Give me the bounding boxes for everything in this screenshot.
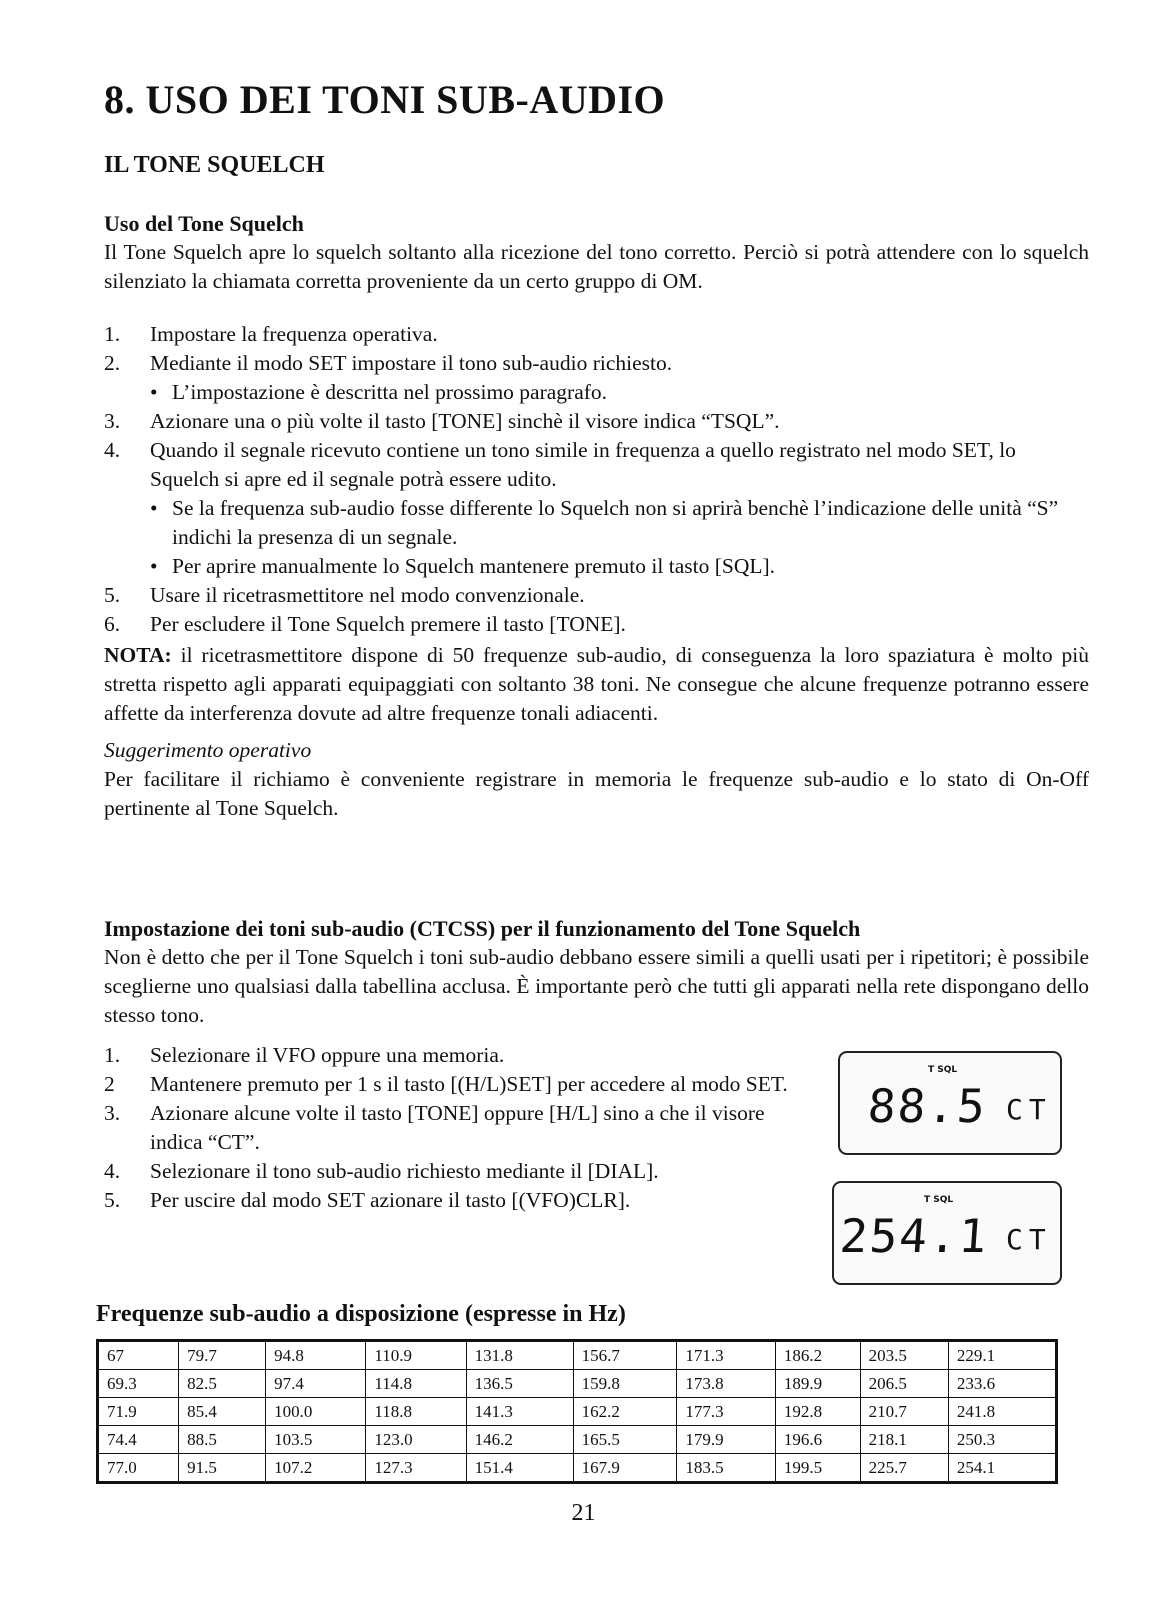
table-cell: 151.4 (466, 1454, 573, 1483)
step-number: 1. (104, 1043, 121, 1067)
table-cell: 173.8 (677, 1370, 776, 1398)
setting-step (104, 1041, 804, 1070)
step-text: Azionare una o più volte il tasto [TONE] sinchè il visore indica “TSQL”. (150, 409, 780, 433)
table-cell: 114.8 (366, 1370, 466, 1398)
step-bullet: • Per aprire manualmente lo Squelch mantenere premuto il tasto [SQL]. (150, 554, 776, 578)
table-cell: 118.8 (366, 1398, 466, 1426)
setting-step (104, 1186, 804, 1215)
table-cell: 179.9 (677, 1426, 776, 1454)
step-bullet: • L’impostazione è descritta nel prossimo paragrafo. (150, 380, 608, 404)
usage-intro: Il Tone Squelch apre lo squelch soltanto alla ricezione del tono corretto. Perciò si potrà attendere con lo squelch silenziato la chiamata corretta proveniente da un certo gruppo di OM. (104, 240, 1089, 293)
table-cell: 189.9 (775, 1370, 860, 1398)
lcd-display-2 (832, 1181, 1062, 1285)
frequency-table (96, 1339, 1058, 1484)
table-cell: 199.5 (775, 1454, 860, 1483)
table-cell: 77.0 (98, 1454, 179, 1483)
table-cell: 107.2 (266, 1454, 366, 1483)
usage-step (104, 436, 1089, 581)
table-cell: 229.1 (948, 1341, 1056, 1370)
step-text: Quando il segnale ricevuto contiene un tono simile in frequenza a quello registrato nel modo SET, lo Squelch si apre ed il segnale potrà essere udito. (150, 438, 1016, 491)
step-number: 3. (104, 1101, 121, 1125)
table-cell: 186.2 (775, 1341, 860, 1370)
table-cell: 241.8 (948, 1398, 1056, 1426)
table-cell: 206.5 (860, 1370, 948, 1398)
table-cell: 156.7 (573, 1341, 677, 1370)
table-cell: 192.8 (775, 1398, 860, 1426)
table-cell: 167.9 (573, 1454, 677, 1483)
bullet-text: Se la frequenza sub-audio fosse differente lo Squelch non si aprirà benchè l’indicazione delle unità “S” indichi la presenza di un segnale. (172, 496, 1059, 549)
table-cell: 88.5 (179, 1426, 266, 1454)
setting-step (104, 1099, 804, 1157)
note-paragraph (104, 641, 1089, 728)
step-number: 6. (104, 612, 121, 636)
step-number: 3. (104, 409, 121, 433)
step-text: Selezionare il tono sub-audio richiesto mediante il [DIAL]. (150, 1159, 659, 1183)
usage-section (104, 209, 1089, 823)
lcd-frequency: 254.1 (838, 1209, 991, 1263)
usage-step (104, 320, 1089, 349)
step-text: Per escludere il Tone Squelch premere il tasto [TONE]. (150, 612, 626, 636)
setting-section (104, 914, 1089, 1030)
usage-step (104, 407, 1089, 436)
table-row (98, 1398, 1057, 1426)
table-cell: 196.6 (775, 1426, 860, 1454)
setting-intro: Non è detto che per il Tone Squelch i toni sub-audio debbano essere simili a quelli usati per i ripetitori; è possibile sceglierne uno qualsiasi dalla tabellina acclusa. È importante però che tutti gli apparati nella rete dispongano dello stesso tono. (104, 945, 1089, 1027)
note-text: il ricetrasmettitore dispone di 50 frequenze sub-audio, di conseguenza la loro spaziatura è molto più stretta rispetto agli apparati equipaggiati con soltanto 38 toni. Ne consegue che alcune frequenze potranno essere affette da interferenza dovute ad altre frequenze tonali adiacenti. (104, 643, 1090, 725)
setting-heading: Impostazione dei toni sub-audio (CTCSS) per il funzionamento del Tone Squelch (104, 916, 861, 941)
step-number: 5. (104, 583, 121, 607)
table-cell: 146.2 (466, 1426, 573, 1454)
table-cell: 123.0 (366, 1426, 466, 1454)
step-text: Usare il ricetrasmettitore nel modo convenzionale. (150, 583, 585, 607)
lcd-mode: CT (1006, 1223, 1052, 1256)
table-cell: 218.1 (860, 1426, 948, 1454)
table-row (98, 1426, 1057, 1454)
usage-step (104, 581, 1089, 610)
usage-steps (104, 320, 1089, 639)
step-number: 2 (104, 1072, 115, 1096)
lcd-frequency: 88.5 (866, 1079, 989, 1133)
step-text: Mediante il modo SET impostare il tono sub-audio richiesto. (150, 351, 673, 375)
bullet-text: L’impostazione è descritta nel prossimo paragrafo. (172, 380, 608, 404)
table-cell: 177.3 (677, 1398, 776, 1426)
bullet-text: Per aprire manualmente lo Squelch mantenere premuto il tasto [SQL]. (172, 554, 776, 578)
lcd-display-1 (838, 1051, 1062, 1155)
table-cell: 69.3 (98, 1370, 179, 1398)
setting-steps-block (104, 1041, 804, 1215)
table-cell: 82.5 (179, 1370, 266, 1398)
page-number: 21 (571, 1500, 596, 1526)
table-cell: 127.3 (366, 1454, 466, 1483)
usage-heading: Uso del Tone Squelch (104, 211, 304, 236)
lcd-mode: CT (1006, 1093, 1052, 1126)
step-number: 4. (104, 438, 121, 462)
section-title: IL TONE SQUELCH (104, 152, 325, 178)
table-cell: 67 (98, 1341, 179, 1370)
note-label: NOTA: (104, 643, 172, 667)
tip-heading: Suggerimento operativo (104, 738, 312, 762)
table-cell: 97.4 (266, 1370, 366, 1398)
step-bullet: • Se la frequenza sub-audio fosse differente lo Squelch non si aprirà benchè l’indicazione delle unità “S” indichi la presenza di un segnale. (150, 496, 1059, 549)
step-number: 2. (104, 351, 121, 375)
setting-step (104, 1157, 804, 1186)
table-cell: 225.7 (860, 1454, 948, 1483)
usage-step (104, 349, 1089, 407)
table-cell: 171.3 (677, 1341, 776, 1370)
table-cell: 136.5 (466, 1370, 573, 1398)
table-row (98, 1370, 1057, 1398)
tsql-indicator: T SQL (928, 1065, 958, 1075)
table-cell: 85.4 (179, 1398, 266, 1426)
table-row (98, 1341, 1057, 1370)
table-cell: 131.8 (466, 1341, 573, 1370)
table-cell: 233.6 (948, 1370, 1056, 1398)
tsql-indicator: T SQL (924, 1195, 954, 1205)
step-number: 1. (104, 322, 121, 346)
table-cell: 100.0 (266, 1398, 366, 1426)
table-cell: 254.1 (948, 1454, 1056, 1483)
table-cell: 162.2 (573, 1398, 677, 1426)
table-cell: 91.5 (179, 1454, 266, 1483)
step-number: 5. (104, 1188, 121, 1212)
table-cell: 165.5 (573, 1426, 677, 1454)
table-cell: 74.4 (98, 1426, 179, 1454)
table-cell: 141.3 (466, 1398, 573, 1426)
table-cell: 110.9 (366, 1341, 466, 1370)
step-text: Selezionare il VFO oppure una memoria. (150, 1043, 505, 1067)
table-title: Frequenze sub-audio a disposizione (espresse in Hz) (96, 1301, 626, 1327)
usage-step (104, 610, 1089, 639)
step-text: Impostare la frequenza operativa. (150, 322, 438, 346)
step-text: Per uscire dal modo SET azionare il tasto [(VFO)CLR]. (150, 1188, 631, 1212)
table-cell: 203.5 (860, 1341, 948, 1370)
frequency-table-body (98, 1341, 1057, 1483)
step-text: Mantenere premuto per 1 s il tasto [(H/L)SET] per accedere al modo SET. (150, 1072, 788, 1096)
step-number: 4. (104, 1159, 121, 1183)
chapter-title: 8. USO DEI TONI SUB-AUDIO (104, 77, 666, 122)
tip-text: Per facilitare il richiamo è conveniente registrare in memoria le frequenze sub-audio e lo stato di On-Off pertinente al Tone Squelch. (104, 767, 1089, 820)
table-cell: 250.3 (948, 1426, 1056, 1454)
table-cell: 210.7 (860, 1398, 948, 1426)
table-cell: 183.5 (677, 1454, 776, 1483)
setting-steps (104, 1041, 804, 1215)
table-cell: 79.7 (179, 1341, 266, 1370)
table-cell: 71.9 (98, 1398, 179, 1426)
setting-step (104, 1070, 804, 1099)
step-text: Azionare alcune volte il tasto [TONE] oppure [H/L] sino a che il visore indica “CT”. (150, 1101, 765, 1154)
table-cell: 103.5 (266, 1426, 366, 1454)
table-cell: 94.8 (266, 1341, 366, 1370)
table-row (98, 1454, 1057, 1483)
table-cell: 159.8 (573, 1370, 677, 1398)
